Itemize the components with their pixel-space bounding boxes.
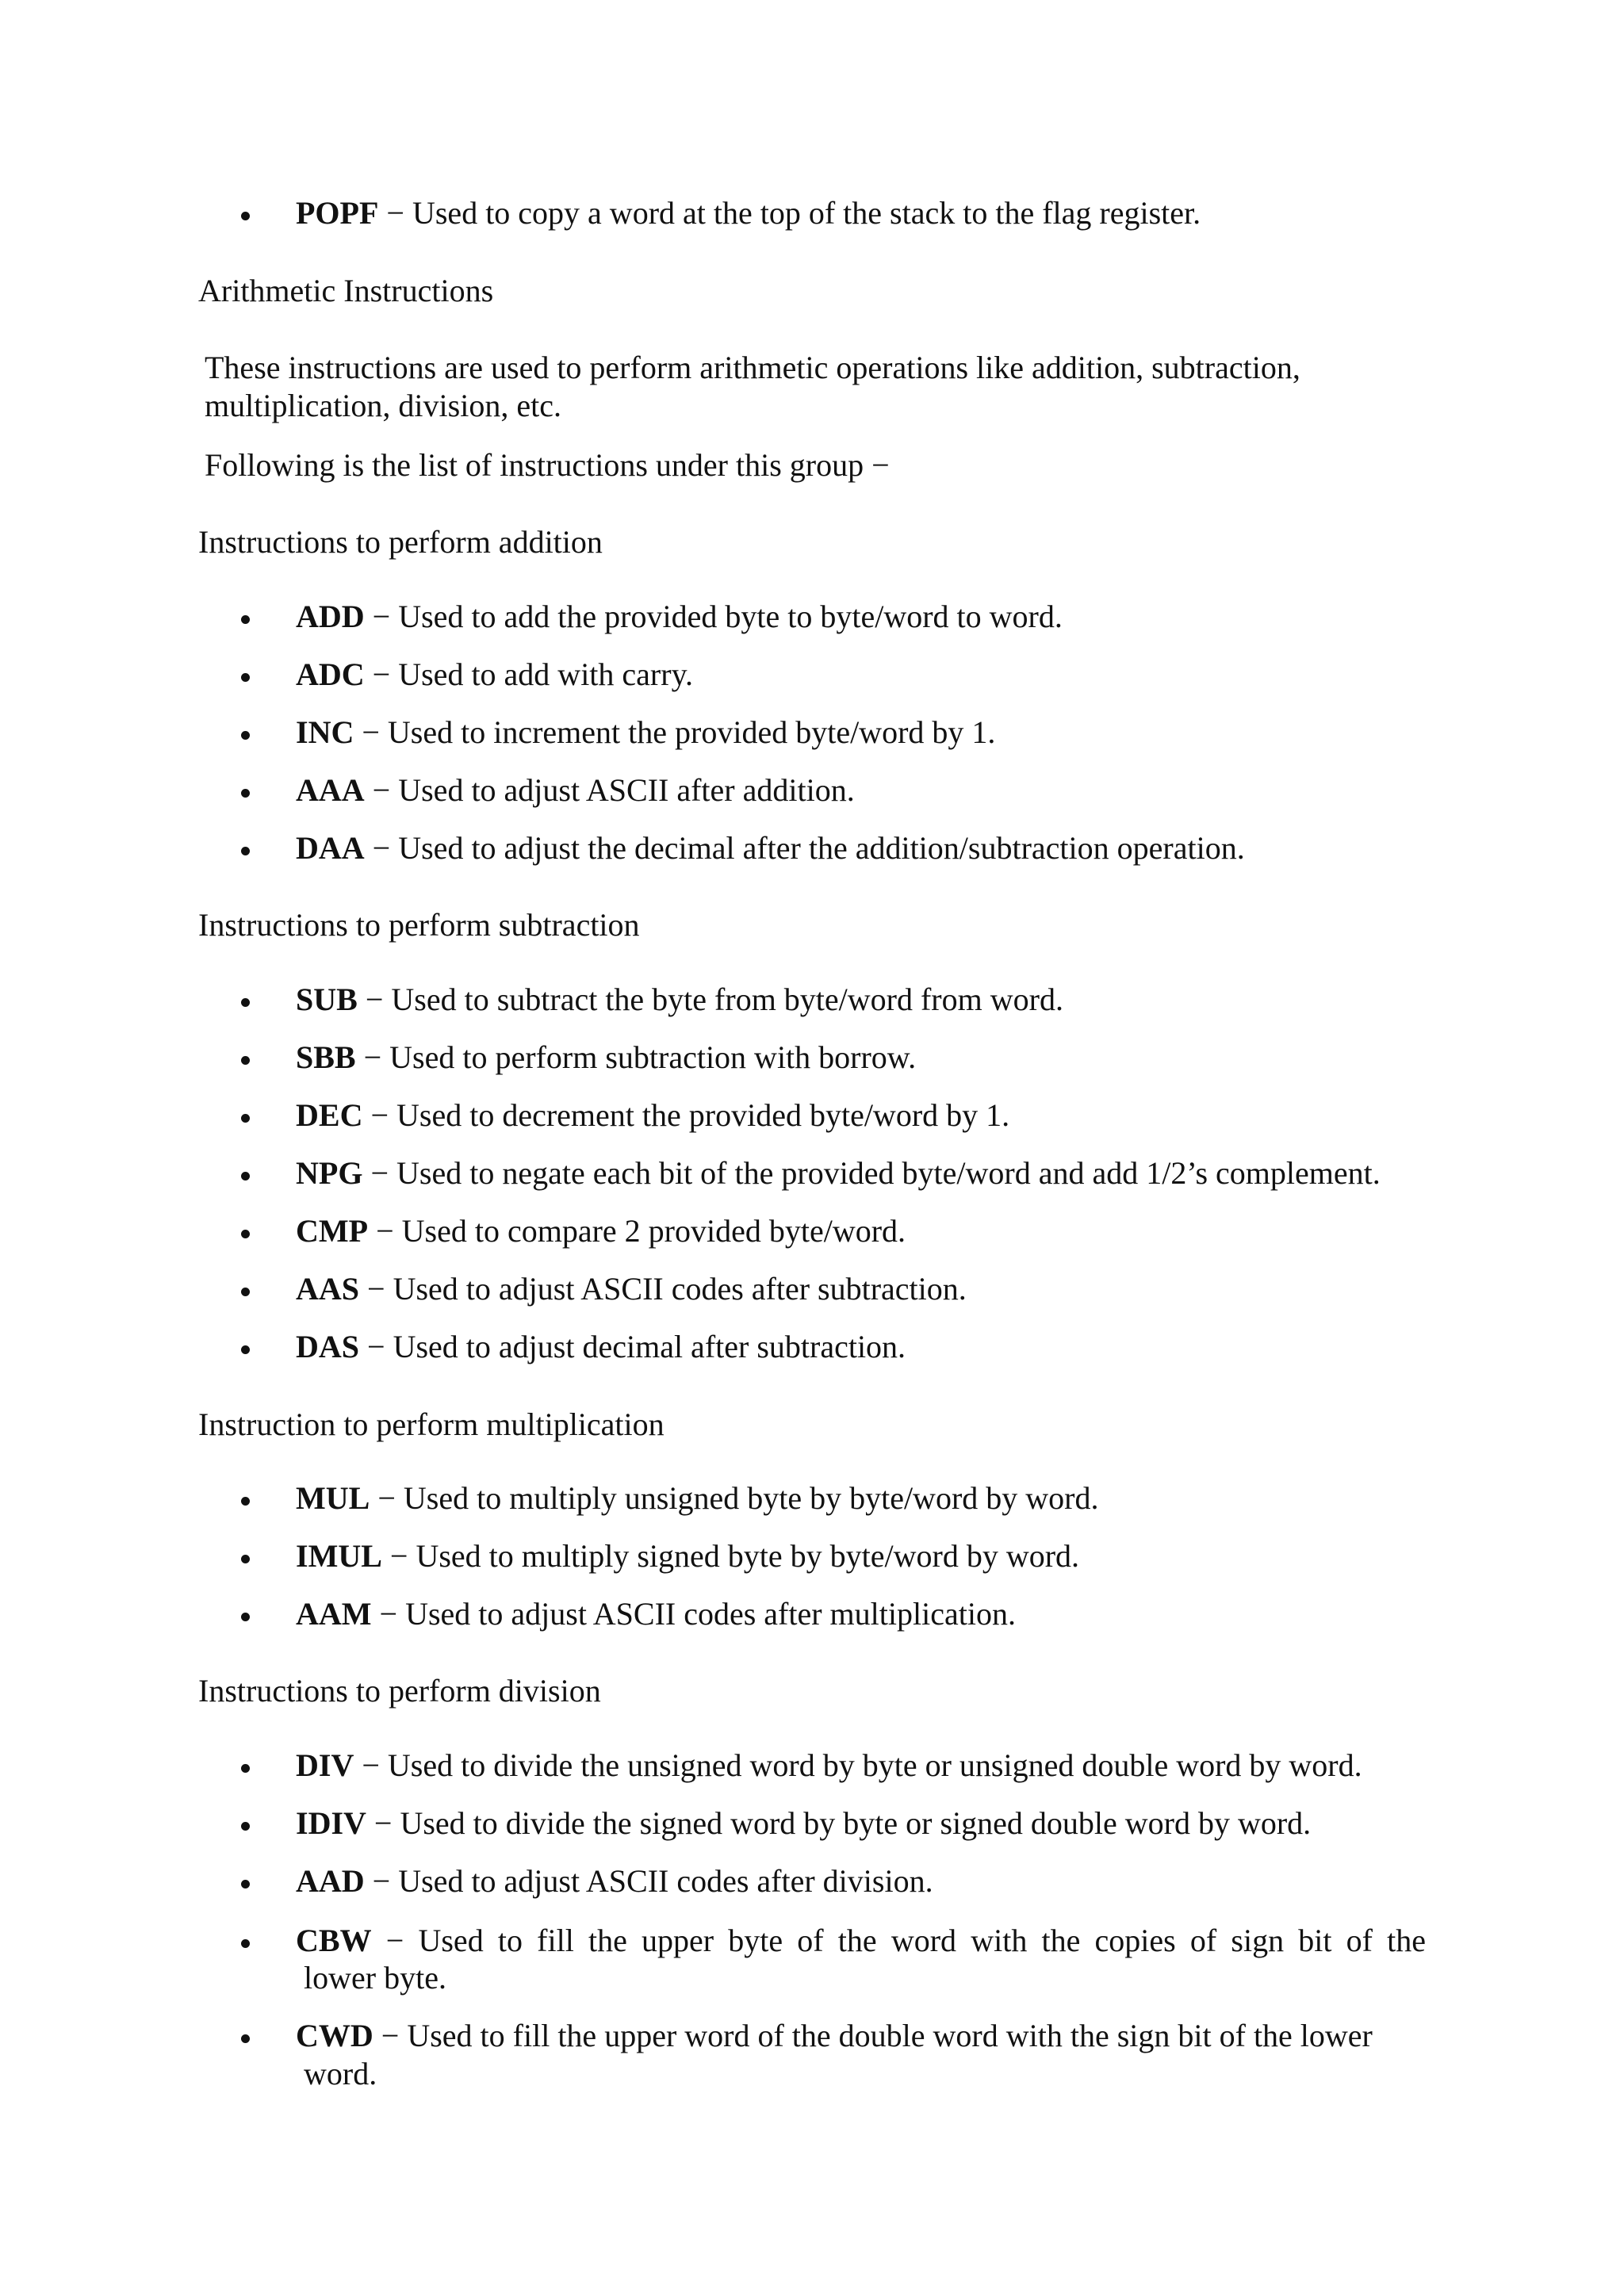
description: − Used to divide the signed word by byte or signed double word by word. (366, 1805, 1312, 1841)
description: − Used to negate each bit of the provided byte/word and add 1/2’s complement. (362, 1155, 1381, 1191)
term: CBW (296, 1923, 372, 1958)
term: IMUL (296, 1538, 382, 1574)
list-item-continuation (252, 2055, 1426, 2093)
description: − Used to subtract the byte from byte/word from word. (357, 982, 1063, 1017)
bullet-icon (241, 1230, 250, 1238)
bullet-icon (241, 2034, 250, 2043)
term: NPG (296, 1155, 363, 1191)
list-item (252, 1039, 1426, 1077)
bullet-icon (241, 1288, 250, 1296)
description: − Used to adjust ASCII codes after division. (364, 1863, 933, 1899)
bullet-icon (241, 212, 250, 220)
description: − Used to perform subtraction with borrow. (355, 1039, 917, 1075)
bullet-icon (241, 1880, 250, 1888)
description-continuation: word. (304, 2056, 377, 2091)
bullet-icon (241, 731, 250, 740)
description: − Used to fill the upper word of the double word with the sign bit of the lower (373, 2018, 1373, 2053)
paragraph-line-2: multiplication, division, etc. (205, 388, 561, 423)
term: MUL (296, 1480, 370, 1516)
bullet-icon (241, 1172, 250, 1181)
bullet-icon (241, 1555, 250, 1563)
description-continuation: lower byte. (304, 1960, 446, 1996)
term: SBB (296, 1039, 356, 1075)
term: AAM (296, 1596, 372, 1632)
bullet-icon (241, 1822, 250, 1831)
list-item (252, 1595, 1426, 1633)
list-item (252, 1922, 1426, 1960)
bullet-icon (241, 1497, 250, 1506)
term: ADD (296, 599, 365, 634)
term: AAA (296, 772, 365, 808)
following-text: Following is the list of instructions under this group − (205, 447, 890, 483)
description: − Used to multiply unsigned byte by byte/word by word. (370, 1480, 1099, 1516)
bullet-icon (241, 847, 250, 855)
subheading-addition: Instructions to perform addition (198, 524, 603, 560)
term: CWD (296, 2018, 373, 2053)
description: − Used to add the provided byte to byte/word to word. (364, 599, 1063, 634)
bullet-icon (241, 1056, 250, 1065)
term: DEC (296, 1097, 363, 1133)
list-item (252, 1270, 1426, 1308)
subheading-division: Instructions to perform division (198, 1673, 601, 1709)
term: ADC (296, 656, 365, 692)
bullet-icon (241, 673, 250, 682)
description: − Used to add with carry. (364, 656, 693, 692)
subheading-subtraction: Instructions to perform subtraction (198, 907, 640, 943)
list-item (252, 1747, 1426, 1785)
description: − Used to adjust the decimal after the addition/subtraction operation. (364, 830, 1245, 866)
description: − Used to decrement the provided byte/word by 1. (362, 1097, 1010, 1133)
description: − Used to increment the provided byte/word by 1. (354, 714, 996, 750)
term: DIV (296, 1747, 354, 1783)
description: − Used to compare 2 provided byte/word. (368, 1213, 906, 1249)
term: IDIV (296, 1805, 366, 1841)
subheading-multiplication: Instruction to perform multiplication (198, 1406, 665, 1442)
list-item (252, 1862, 1426, 1900)
paragraph-line-1: These instructions are used to perform arithmetic operations like addition, subtraction, (205, 350, 1300, 385)
list-item (252, 2017, 1426, 2055)
description: − Used to multiply signed byte by byte/word by word. (381, 1538, 1080, 1574)
description: − Used to fill the upper byte of the word with the copies of sign bit of the (371, 1923, 1426, 1958)
term: SUB (296, 982, 358, 1017)
bullet-icon (241, 1114, 250, 1123)
description: − Used to adjust ASCII codes after subtraction. (359, 1271, 967, 1307)
term-popf: POPF (296, 195, 379, 231)
bullet-icon (241, 1764, 250, 1773)
bullet-icon (241, 789, 250, 798)
bullet-icon (241, 1613, 250, 1621)
term: INC (296, 714, 354, 750)
list-item (252, 656, 1426, 694)
list-item (252, 1479, 1426, 1517)
bullet-icon (241, 998, 250, 1007)
description: − Used to adjust ASCII after addition. (364, 772, 855, 808)
list-item (252, 598, 1426, 636)
bullet-icon (241, 1939, 250, 1948)
section-heading-arithmetic: Arithmetic Instructions (198, 273, 494, 308)
list-item (252, 714, 1426, 752)
list-item (252, 1328, 1426, 1366)
bullet-icon (241, 1345, 250, 1354)
desc-popf: − Used to copy a word at the top of the stack to the flag register. (378, 195, 1201, 231)
list-item (252, 1212, 1426, 1250)
term: CMP (296, 1213, 369, 1249)
list-item (252, 1537, 1426, 1575)
list-item (252, 981, 1426, 1019)
description: − Used to divide the unsigned word by byte or unsigned double word by word. (354, 1747, 1362, 1783)
list-item-continuation (252, 1959, 1426, 1997)
list-item-popf (252, 194, 1426, 232)
description: − Used to adjust ASCII codes after multiplication. (371, 1596, 1016, 1632)
term: AAS (296, 1271, 360, 1307)
list-item (252, 829, 1426, 867)
list-item (252, 1096, 1426, 1135)
list-item (252, 771, 1426, 809)
term: AAD (296, 1863, 365, 1899)
description: − Used to adjust decimal after subtraction. (359, 1329, 906, 1364)
list-item (252, 1154, 1426, 1192)
list-item (252, 1804, 1426, 1843)
term: DAA (296, 830, 365, 866)
term: DAS (296, 1329, 360, 1364)
bullet-icon (241, 615, 250, 624)
